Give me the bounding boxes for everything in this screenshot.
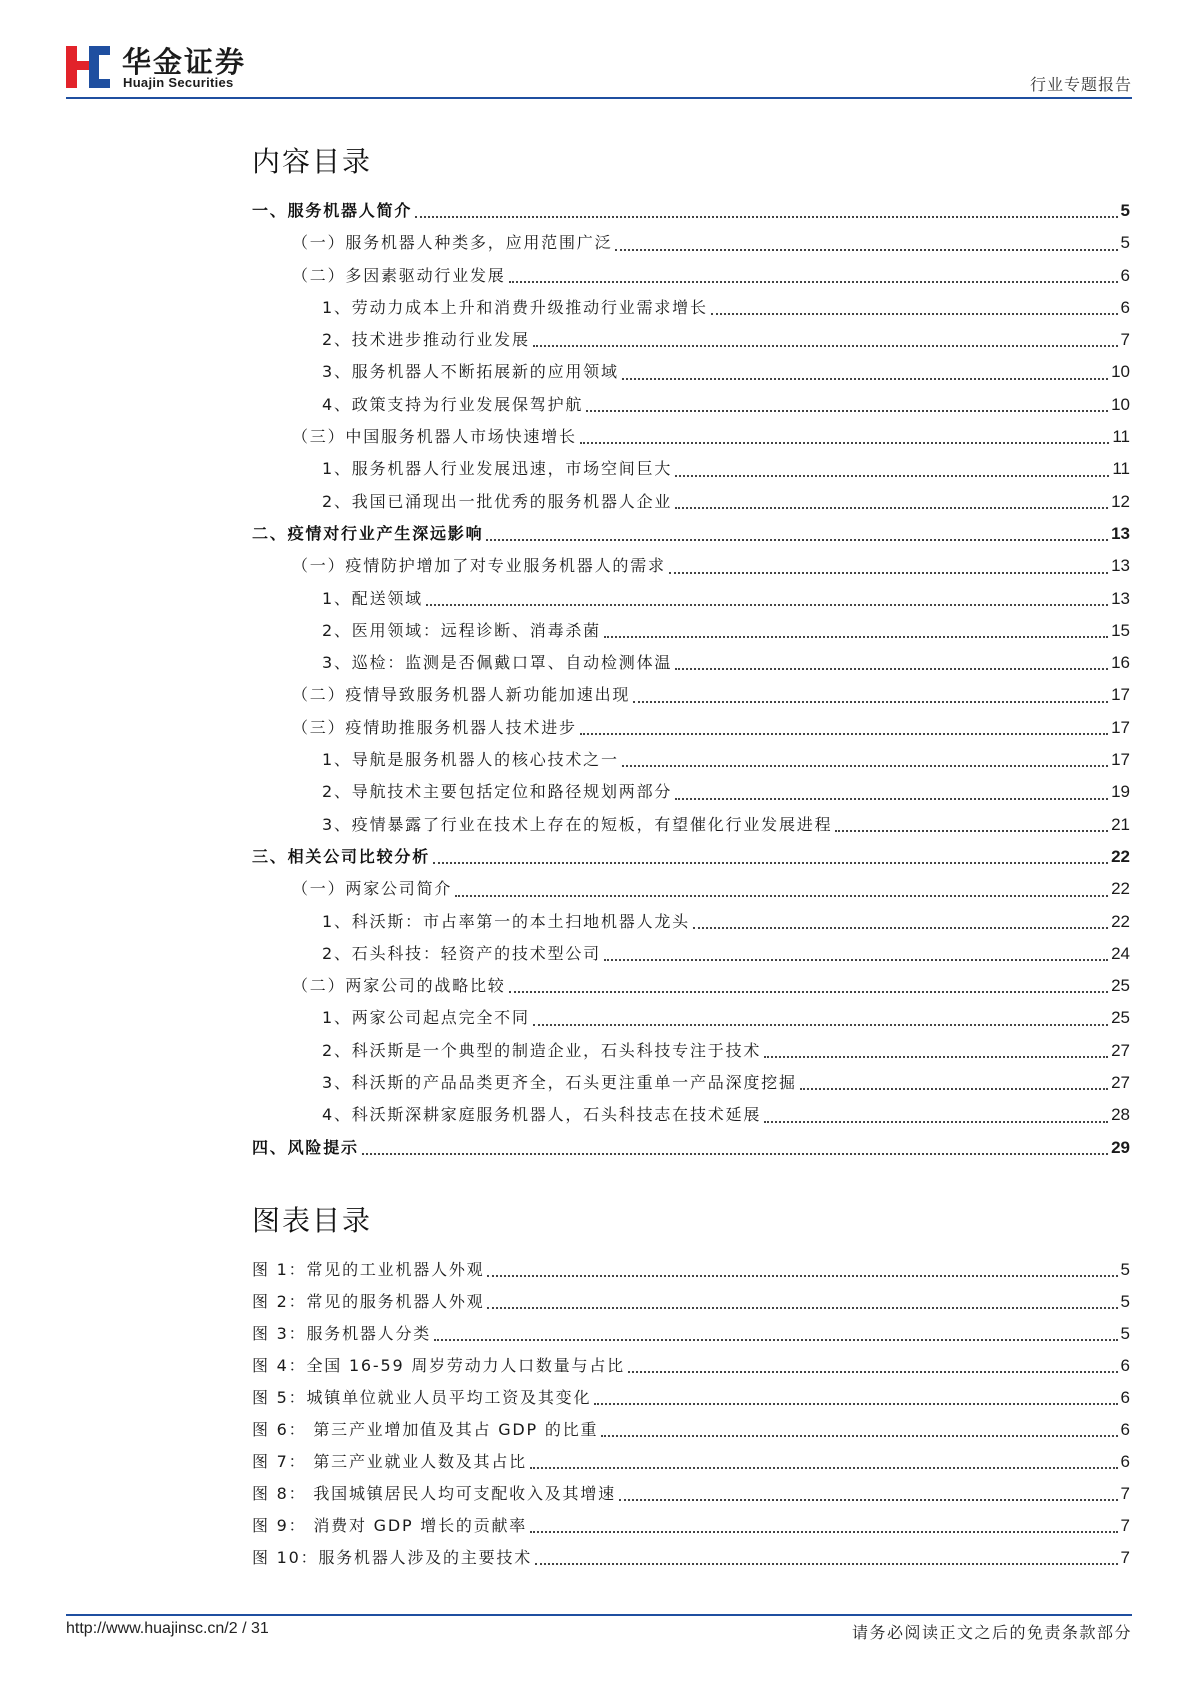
toc-entry-text: 3、巡检：监测是否佩戴口罩、自动检测体温 — [322, 653, 673, 673]
dot-leader — [604, 959, 1108, 961]
figure-entry-page: 5 — [1120, 1292, 1130, 1311]
figure-entry-page: 6 — [1120, 1420, 1130, 1439]
figure-entry[interactable] — [252, 1478, 1130, 1510]
toc-entry-page: 10 — [1111, 362, 1130, 382]
toc-entry[interactable] — [252, 453, 1130, 485]
dot-leader — [622, 378, 1108, 380]
toc-entry-page: 22 — [1111, 911, 1130, 931]
toc-entry-text: 3、服务机器人不断拓展新的应用领域 — [322, 362, 619, 382]
dot-leader — [487, 1275, 1117, 1277]
toc-entry-text: （三）中国服务机器人市场快速增长 — [292, 427, 577, 447]
dot-leader — [433, 862, 1108, 864]
toc-entry[interactable] — [252, 679, 1130, 711]
toc-entry[interactable] — [252, 195, 1130, 227]
dot-leader — [628, 1371, 1118, 1373]
toc-entry-text: 4、政策支持为行业发展保驾护航 — [322, 394, 584, 414]
toc-entry-page: 17 — [1111, 685, 1130, 705]
dot-leader — [434, 1339, 1117, 1341]
toc-entry[interactable] — [252, 1132, 1130, 1164]
toc-entry-page: 5 — [1120, 233, 1130, 253]
toc-entry[interactable] — [252, 809, 1130, 841]
toc-entry[interactable] — [252, 744, 1130, 776]
toc-entry[interactable] — [252, 550, 1130, 582]
dot-leader — [675, 798, 1108, 800]
toc-entry-page: 15 — [1111, 620, 1130, 640]
toc-entry-text: 1、服务机器人行业发展迅速，市场空间巨大 — [322, 459, 673, 479]
toc-entry-text: 3、科沃斯的产品品类更齐全，石头更注重单一产品深度挖掘 — [322, 1073, 797, 1093]
header-divider — [66, 97, 1132, 99]
dot-leader — [426, 604, 1108, 606]
figure-entry-text: 图 8： 我国城镇居民人均可支配收入及其增速 — [252, 1484, 616, 1503]
figure-entry-page: 7 — [1120, 1548, 1130, 1567]
dot-leader — [764, 1121, 1108, 1123]
toc-entry-text: 1、两家公司起点完全不同 — [322, 1008, 530, 1028]
toc-entry-page: 5 — [1120, 201, 1130, 220]
figure-entry[interactable] — [252, 1286, 1130, 1318]
toc-entry[interactable] — [252, 776, 1130, 808]
toc-entry-page: 16 — [1111, 653, 1130, 673]
footer-disclaimer: 请务必阅读正文之后的免责条款部分 — [851, 1623, 1132, 1642]
toc-entry-text: 2、石头科技：轻资产的技术型公司 — [322, 943, 601, 963]
dot-leader — [619, 1499, 1118, 1501]
dot-leader — [535, 1563, 1117, 1565]
dot-leader — [601, 1435, 1117, 1437]
figure-entry-page: 5 — [1120, 1260, 1130, 1279]
toc-entry[interactable] — [252, 227, 1130, 259]
dot-leader — [533, 1024, 1108, 1026]
toc-entry-page: 27 — [1111, 1040, 1130, 1060]
figure-entry[interactable] — [252, 1350, 1130, 1382]
toc-entry[interactable] — [252, 1067, 1130, 1099]
figure-entry-page: 7 — [1120, 1484, 1130, 1503]
toc-entry[interactable] — [252, 841, 1130, 873]
toc-entry-page: 10 — [1111, 394, 1130, 414]
toc-entry-page: 17 — [1111, 717, 1130, 737]
footer-divider — [66, 1614, 1132, 1616]
dot-leader — [362, 1153, 1108, 1155]
toc-entry-text: 1、导航是服务机器人的核心技术之一 — [322, 750, 619, 770]
dot-leader — [455, 895, 1108, 897]
toc-entry[interactable] — [252, 873, 1130, 905]
toc-entry-text: （一）两家公司简介 — [292, 879, 453, 899]
figure-entry-text: 图 4：全国 16-59 周岁劳动力人口数量与占比 — [252, 1356, 625, 1375]
toc-entry[interactable] — [252, 1035, 1130, 1067]
dot-leader — [594, 1403, 1117, 1405]
toc-entry[interactable] — [252, 389, 1130, 421]
figure-entry-text: 图 9： 消费对 GDP 增长的贡献率 — [252, 1516, 528, 1535]
toc-entry-text: 四、风险提示 — [252, 1137, 359, 1157]
figure-entry-text: 图 10：服务机器人涉及的主要技术 — [252, 1548, 533, 1567]
toc-entry-page: 29 — [1111, 1137, 1130, 1157]
dot-leader — [533, 345, 1118, 347]
toc-entry-text: 2、技术进步推动行业发展 — [322, 330, 530, 350]
toc-entry[interactable] — [252, 1002, 1130, 1034]
dot-leader — [415, 216, 1117, 218]
toc-entry-page: 6 — [1120, 265, 1130, 285]
figure-entry-page: 7 — [1120, 1516, 1130, 1535]
dot-leader — [615, 249, 1117, 251]
toc-entry-text: 2、我国已涌现出一批优秀的服务机器人企业 — [322, 491, 673, 511]
toc-entry-text: （二）疫情导致服务机器人新功能加速出现 — [292, 685, 631, 705]
brand-name-cn: 华金证券 — [122, 45, 247, 79]
figure-entry-text: 图 3：服务机器人分类 — [252, 1324, 432, 1343]
toc-entry-page: 19 — [1111, 782, 1130, 802]
toc-entry-page: 13 — [1111, 556, 1130, 576]
figures-list — [252, 1254, 1130, 1574]
huajin-logo-icon — [66, 44, 110, 90]
toc-entry-page: 17 — [1111, 750, 1130, 770]
toc-entry-page: 11 — [1112, 459, 1130, 479]
figure-entry-text: 图 2：常见的服务机器人外观 — [252, 1292, 485, 1311]
dot-leader — [586, 410, 1108, 412]
figures-title: 图表目录 — [252, 1204, 373, 1237]
toc-entry[interactable] — [252, 906, 1130, 938]
figure-entry[interactable] — [252, 1318, 1130, 1350]
toc-title: 内容目录 — [252, 145, 373, 178]
toc-entry-text: （三）疫情助推服务机器人技术进步 — [292, 717, 577, 737]
toc-entry-text: 2、导航技术主要包括定位和路径规划两部分 — [322, 782, 673, 802]
toc-entry-text: 2、医用领域：远程诊断、消毒杀菌 — [322, 620, 601, 640]
figure-entry-text: 图 6： 第三产业增加值及其占 GDP 的比重 — [252, 1420, 599, 1439]
toc-entry-page: 6 — [1120, 297, 1130, 317]
toc-entry[interactable] — [252, 1099, 1130, 1131]
figure-entry-page: 6 — [1120, 1356, 1130, 1375]
report-type: 行业专题报告 — [1029, 75, 1132, 94]
figure-entry-text: 图 1：常见的工业机器人外观 — [252, 1260, 485, 1279]
toc-entry-text: 三、相关公司比较分析 — [252, 846, 431, 866]
figure-entry[interactable] — [252, 1542, 1130, 1574]
toc-entry-text: 4、科沃斯深耕家庭服务机器人，石头科技志在技术延展 — [322, 1105, 762, 1125]
figure-entry[interactable] — [252, 1254, 1130, 1286]
dot-leader — [486, 539, 1108, 541]
toc-entry[interactable] — [252, 324, 1130, 356]
toc-entry-text: 1、劳动力成本上升和消费升级推动行业需求增长 — [322, 297, 708, 317]
figure-entry[interactable] — [252, 1382, 1130, 1414]
toc-entry-text: （一）疫情防护增加了对专业服务机器人的需求 — [292, 556, 666, 576]
toc-entry[interactable] — [252, 518, 1130, 550]
toc-entry-page: 7 — [1120, 330, 1130, 350]
toc-entry-text: （一）服务机器人种类多，应用范围广泛 — [292, 233, 613, 253]
figure-entry-text: 图 5：城镇单位就业人员平均工资及其变化 — [252, 1388, 592, 1407]
dot-leader — [580, 442, 1110, 444]
toc-entry-text: （二）多因素驱动行业发展 — [292, 265, 506, 285]
dot-leader — [604, 636, 1108, 638]
dot-leader — [530, 1531, 1117, 1533]
toc-entry[interactable] — [252, 647, 1130, 679]
dot-leader — [675, 668, 1108, 670]
toc-entry[interactable] — [252, 486, 1130, 518]
toc-list — [252, 195, 1130, 1164]
toc-entry-page: 22 — [1111, 846, 1130, 866]
figure-entry-text: 图 7： 第三产业就业人数及其占比 — [252, 1452, 527, 1471]
toc-entry-page: 22 — [1111, 879, 1130, 899]
toc-entry[interactable] — [252, 583, 1130, 615]
figure-entry[interactable] — [252, 1510, 1130, 1542]
toc-entry[interactable] — [252, 712, 1130, 744]
toc-entry-page: 13 — [1111, 523, 1130, 543]
toc-entry[interactable] — [252, 356, 1130, 388]
figure-entry-page: 6 — [1120, 1452, 1130, 1471]
toc-entry-page: 25 — [1111, 976, 1130, 996]
brand-name-en: Huajin Securities — [123, 75, 234, 90]
dot-leader — [675, 507, 1108, 509]
figure-entry-page: 5 — [1120, 1324, 1130, 1343]
figure-entry[interactable] — [252, 1414, 1130, 1446]
toc-entry-text: 二、疫情对行业产生深远影响 — [252, 523, 484, 543]
footer-url-page[interactable]: http://www.huajinsc.cn/2 / 31 — [66, 1620, 269, 1637]
toc-entry-text: （二）两家公司的战略比较 — [292, 976, 506, 996]
toc-entry-page: 28 — [1111, 1105, 1130, 1125]
figure-entry-page: 6 — [1120, 1388, 1130, 1407]
dot-leader — [800, 1088, 1108, 1090]
dot-leader — [669, 572, 1108, 574]
toc-entry[interactable] — [252, 421, 1130, 453]
dot-leader — [835, 830, 1108, 832]
toc-entry[interactable] — [252, 292, 1130, 324]
toc-entry-text: 3、疫情暴露了行业在技术上存在的短板，有望催化行业发展进程 — [322, 814, 833, 834]
dot-leader — [764, 1056, 1108, 1058]
toc-entry-page: 25 — [1111, 1008, 1130, 1028]
toc-entry[interactable] — [252, 970, 1130, 1002]
dot-leader — [693, 927, 1108, 929]
toc-entry-page: 24 — [1111, 943, 1130, 963]
toc-entry-page: 27 — [1111, 1073, 1130, 1093]
toc-entry[interactable] — [252, 615, 1130, 647]
toc-entry[interactable] — [252, 938, 1130, 970]
dot-leader — [487, 1307, 1117, 1309]
toc-entry-text: 1、配送领域 — [322, 588, 423, 608]
dot-leader — [675, 475, 1109, 477]
dot-leader — [633, 701, 1108, 703]
toc-entry-page: 21 — [1111, 814, 1130, 834]
dot-leader — [509, 281, 1118, 283]
page-header — [66, 40, 1132, 96]
dot-leader — [580, 733, 1108, 735]
dot-leader — [622, 765, 1108, 767]
toc-entry-text: 2、科沃斯是一个典型的制造企业，石头科技专注于技术 — [322, 1040, 762, 1060]
figure-entry[interactable] — [252, 1446, 1130, 1478]
toc-entry-page: 12 — [1111, 491, 1130, 511]
dot-leader — [509, 991, 1108, 993]
toc-entry[interactable] — [252, 260, 1130, 292]
dot-leader — [711, 313, 1118, 315]
toc-entry-text: 一、服务机器人简介 — [252, 201, 413, 220]
dot-leader — [530, 1467, 1118, 1469]
toc-entry-page: 13 — [1111, 588, 1130, 608]
toc-entry-page: 11 — [1112, 427, 1130, 447]
toc-entry-text: 1、科沃斯：市占率第一的本土扫地机器人龙头 — [322, 911, 690, 931]
